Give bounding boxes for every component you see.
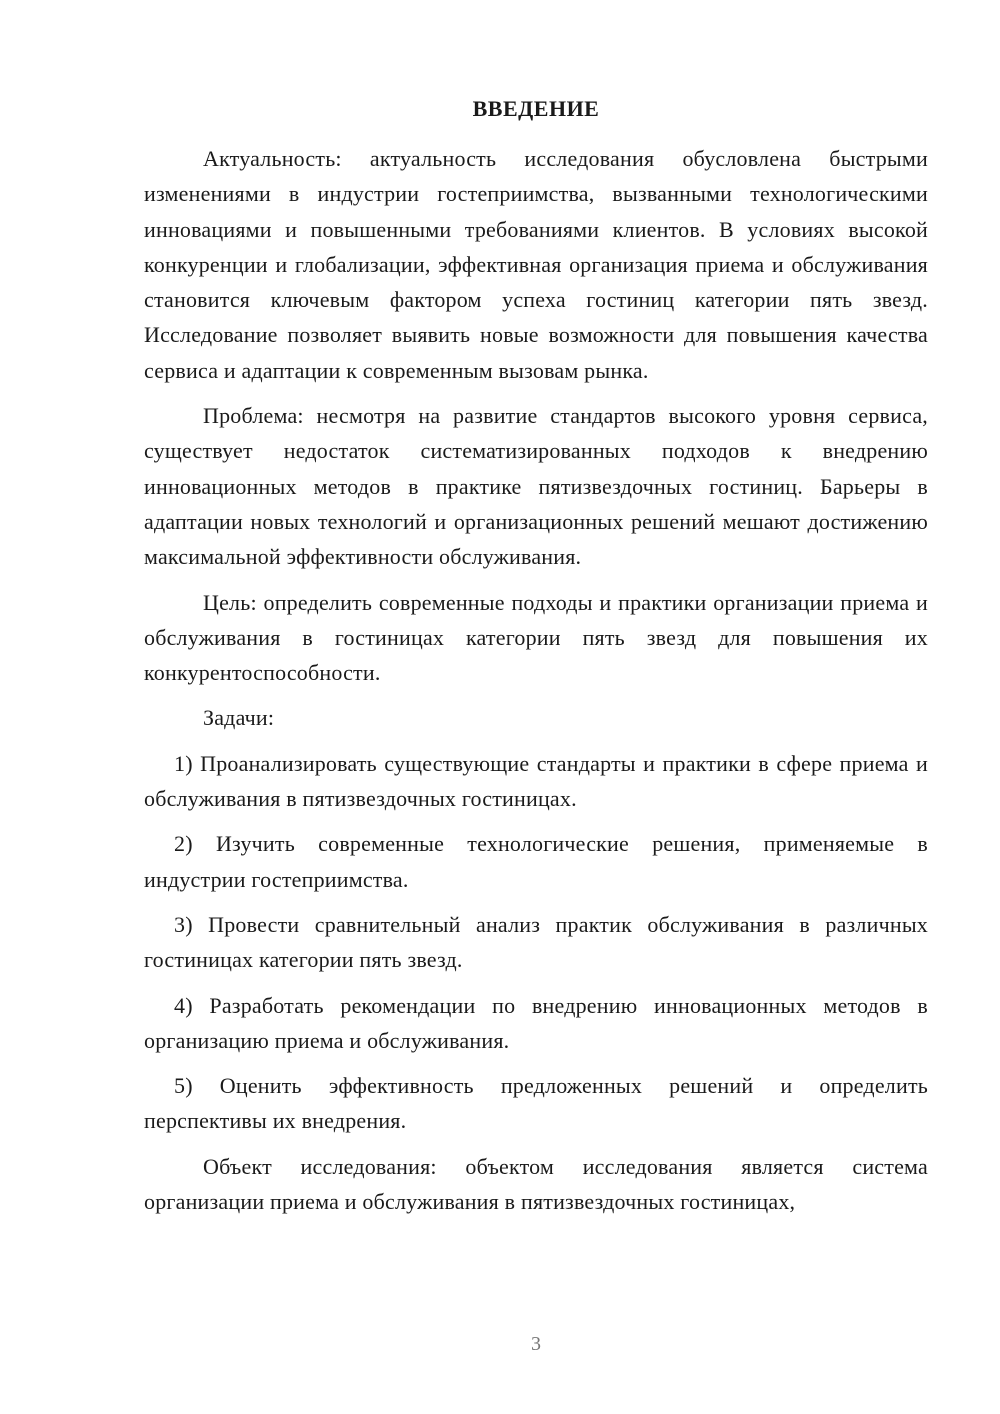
object-paragraph: Объект исследования: объектом исследования является система организации приема и обслуживания в пятизвездочных гостиницах, — [144, 1153, 928, 1215]
tasks-label: Задачи: — [203, 705, 275, 731]
page-number: 3 — [531, 1333, 541, 1355]
task-item-3: 3) Провести сравнительный анализ практик обслуживания в различных гостиницах категории пять звезд. — [144, 911, 928, 973]
problem-paragraph: Проблема: несмотря на развитие стандартов высокого уровня сервиса, существует недостаток систематизированных подходов к внедрению инновационных методов в практике пятизвездочных гостиниц. Барьеры в адаптации новых технологий и организационных решений мешают достижению максимальной эффективности обслуживания. — [144, 403, 928, 570]
task-item-1: 1) Проанализировать существующие стандарты и практики в сфере приема и обслуживания в пятизвездочных гостиницах. — [144, 750, 928, 812]
goal-paragraph: Цель: определить современные подходы и практики организации приема и обслуживания в гостиницах категории пять звезд для повышения их конкурентоспособности. — [144, 589, 928, 686]
relevance-paragraph: Актуальность: актуальность исследования обусловлена быстрыми изменениями в индустрии гостеприимства, вызванными технологическими инновациями и повышенными требованиями клиентов. В условиях высокой конкуренции и глобализации, эффективная организация приема и обслуживания становится ключевым фактором успеха гостиниц категории пять звезд. Исследование позволяет выявить новые возможности для повышения качества сервиса и адаптации к современным вызовам рынка. — [144, 146, 928, 383]
page-content — [144, 94, 928, 1229]
task-item-4: 4) Разработать рекомендации по внедрению инновационных методов в организацию приема и обслуживания. — [144, 992, 928, 1053]
task-item-2: 2) Изучить современные технологические решения, применяемые в индустрии гостеприимства. — [144, 831, 928, 892]
section-heading: ВВЕДЕНИЕ — [472, 96, 600, 121]
task-item-5: 5) Оценить эффективность предложенных решений и определить перспективы их внедрения. — [144, 1073, 928, 1134]
